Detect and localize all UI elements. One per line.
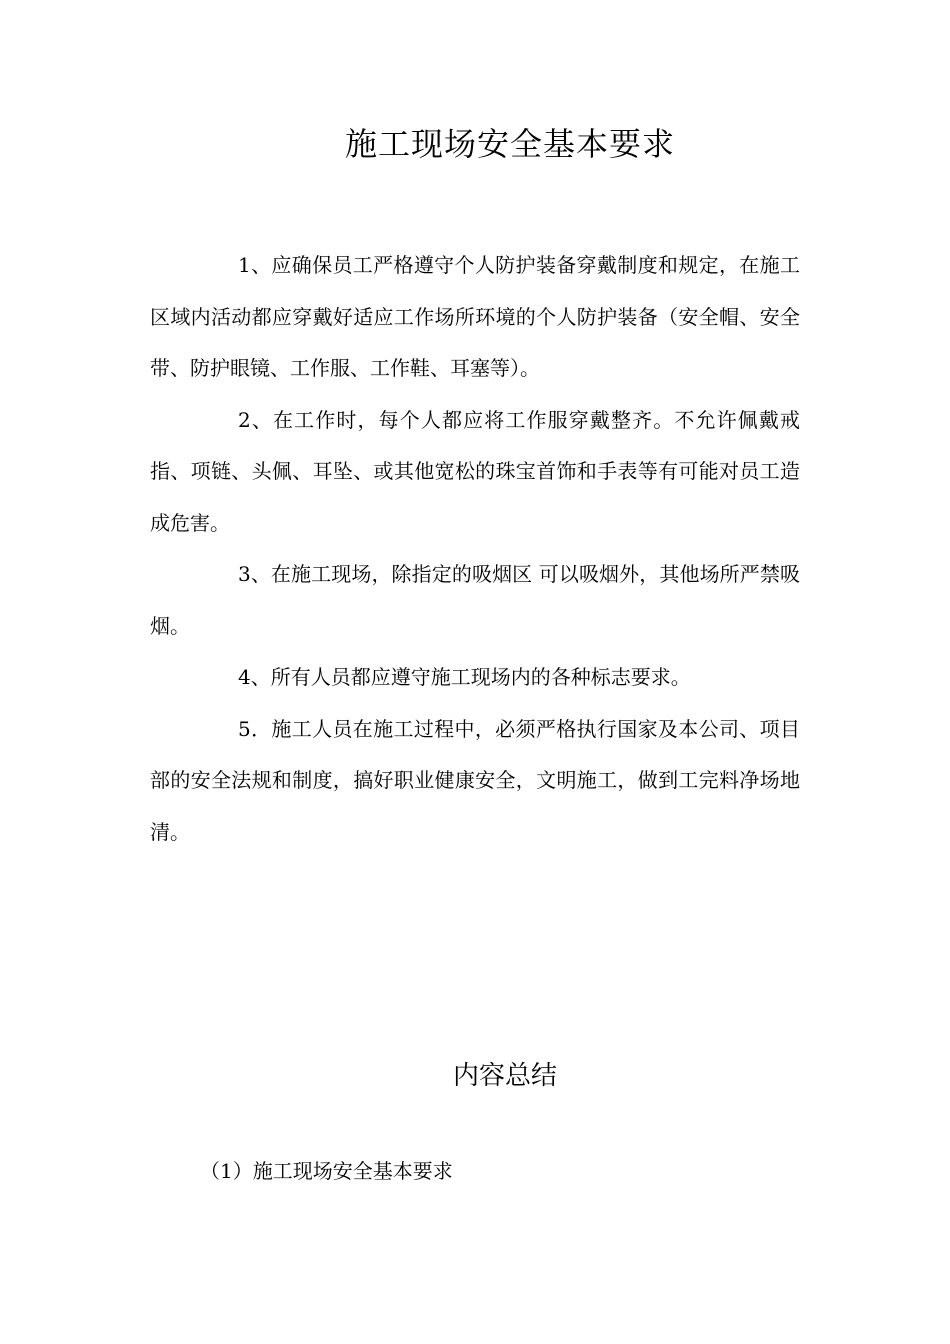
document-title: 施工现场安全基本要求 [344, 125, 675, 163]
paragraph-3: 3、在施工现场，除指定的吸烟区 可以吸烟外，其他场所严禁吸烟。 [150, 562, 800, 638]
summary-title: 内容总结 [452, 1061, 557, 1091]
paragraph-1: 1、应确保员工严格遵守个人防护装备穿戴制度和规定，在施工区域内活动都应穿戴好适应工作场所环境的个人防护装备（安全帽、安全带、防护眼镜、工作服、工作鞋、耳塞等）。 [150, 253, 800, 380]
paragraph-2: 2、在工作时，每个人都应将工作服穿戴整齐。不允许佩戴戒指、项链、头佩、耳坠、或其他宽松的珠宝首饰和手表等有可能对员工造成危害。 [150, 407, 800, 535]
paragraph-5: 5．施工人员在施工过程中，必须严格执行国家及本公司、项目部的安全法规和制度，搞好职业健康安全，文明施工，做到工完料净场地清。 [150, 716, 800, 844]
summary-item: （1）施工现场安全基本要求 [200, 1159, 453, 1183]
paragraph-4: 4、所有人员都应遵守施工现场内的各种标志要求。 [238, 665, 691, 689]
document-body [150, 240, 800, 858]
